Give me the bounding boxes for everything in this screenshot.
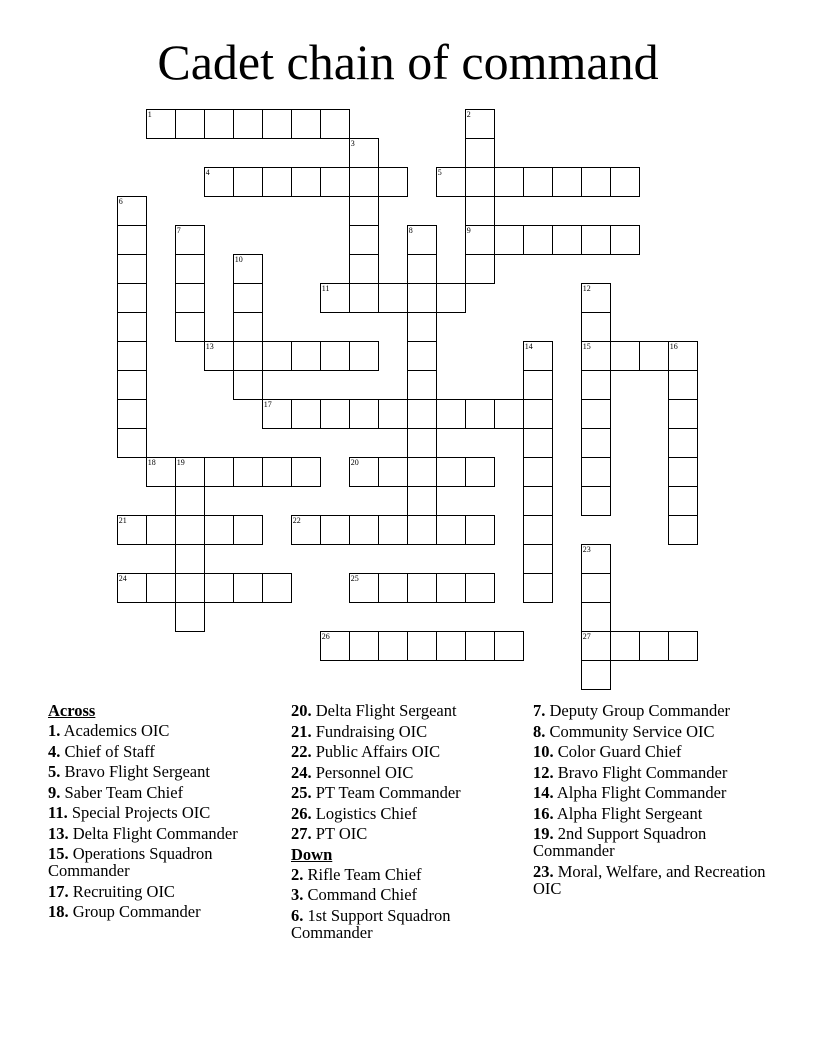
grid-cell[interactable] bbox=[378, 515, 408, 545]
clue-number: 12 bbox=[582, 284, 591, 294]
grid-cell[interactable] bbox=[378, 457, 408, 487]
grid-cell[interactable] bbox=[494, 631, 524, 661]
grid-cell[interactable] bbox=[262, 167, 292, 197]
grid-cell[interactable] bbox=[233, 283, 263, 313]
grid-cell[interactable] bbox=[233, 515, 263, 545]
grid-cell[interactable] bbox=[639, 341, 669, 371]
grid-cell[interactable] bbox=[320, 167, 350, 197]
grid-cell[interactable] bbox=[262, 109, 292, 139]
grid-cell[interactable] bbox=[610, 341, 640, 371]
grid-cell[interactable] bbox=[204, 341, 234, 371]
grid-cell[interactable] bbox=[349, 225, 379, 255]
clue-number: 3 bbox=[350, 139, 355, 149]
clue-across-21: 21. Fundraising OIC bbox=[291, 721, 428, 741]
grid-cell[interactable] bbox=[349, 457, 379, 487]
grid-cell[interactable] bbox=[291, 167, 321, 197]
clue-across-25: 25. PT Team Commander bbox=[291, 783, 461, 802]
grid-cell[interactable] bbox=[349, 167, 379, 197]
grid-cell[interactable] bbox=[233, 312, 263, 342]
clue-number: 26 bbox=[321, 632, 330, 642]
grid-cell[interactable] bbox=[436, 167, 466, 197]
grid-cell[interactable] bbox=[668, 341, 698, 371]
grid-cell[interactable] bbox=[407, 486, 437, 516]
grid-cell[interactable] bbox=[610, 167, 640, 197]
grid-cell[interactable] bbox=[117, 399, 147, 429]
grid-cell[interactable] bbox=[291, 515, 321, 545]
grid-cell[interactable] bbox=[175, 573, 205, 603]
clue-number: 27 bbox=[582, 632, 591, 642]
grid-cell[interactable] bbox=[117, 196, 147, 226]
grid-cell[interactable] bbox=[465, 631, 495, 661]
clue-column-3 bbox=[533, 702, 773, 900]
grid-cell[interactable] bbox=[668, 428, 698, 458]
grid-cell[interactable] bbox=[668, 515, 698, 545]
clue-number: 21 bbox=[118, 516, 127, 526]
grid-cell[interactable] bbox=[465, 515, 495, 545]
grid-cell[interactable] bbox=[204, 573, 234, 603]
grid-cell[interactable] bbox=[378, 167, 408, 197]
clue-number: 18 bbox=[147, 458, 156, 468]
clue-number: 8 bbox=[408, 226, 413, 236]
clue-across-9: 9. Saber Team Chief bbox=[48, 782, 184, 802]
clue-number: 17 bbox=[263, 400, 272, 410]
clue-number: 2 bbox=[466, 110, 471, 120]
clue-column-2 bbox=[291, 702, 526, 944]
grid-cell[interactable] bbox=[581, 602, 611, 632]
grid-cell[interactable] bbox=[407, 515, 437, 545]
grid-cell[interactable] bbox=[465, 138, 495, 168]
grid-cell[interactable] bbox=[175, 544, 205, 574]
grid-cell[interactable] bbox=[523, 225, 553, 255]
clue-across-1: 1. Academics OIC bbox=[48, 721, 170, 740]
clue-number: 1 bbox=[147, 110, 152, 120]
grid-cell[interactable] bbox=[320, 399, 350, 429]
grid-cell[interactable] bbox=[407, 225, 437, 255]
clue-across-20: 20. Delta Flight Sergeant bbox=[291, 701, 457, 720]
across-header: Across bbox=[48, 701, 96, 720]
grid-cell[interactable] bbox=[465, 573, 495, 603]
clue-across-15: 15. Operations Squadron Commander bbox=[48, 844, 213, 880]
grid-cell[interactable] bbox=[349, 515, 379, 545]
grid-cell[interactable] bbox=[378, 283, 408, 313]
clue-number: 19 bbox=[176, 458, 185, 468]
clue-number: 23 bbox=[582, 545, 591, 555]
grid-cell[interactable] bbox=[175, 312, 205, 342]
grid-cell[interactable] bbox=[378, 573, 408, 603]
grid-cell[interactable] bbox=[465, 254, 495, 284]
grid-cell[interactable] bbox=[581, 283, 611, 313]
grid-cell[interactable] bbox=[523, 167, 553, 197]
clue-number: 25 bbox=[350, 574, 359, 584]
grid-cell[interactable] bbox=[117, 312, 147, 342]
clue-number: 16 bbox=[669, 342, 678, 352]
grid-cell[interactable] bbox=[204, 109, 234, 139]
grid-cell[interactable] bbox=[407, 341, 437, 371]
grid-cell[interactable] bbox=[233, 573, 263, 603]
grid-cell[interactable] bbox=[436, 573, 466, 603]
grid-cell[interactable] bbox=[436, 399, 466, 429]
grid-cell[interactable] bbox=[407, 457, 437, 487]
grid-cell[interactable] bbox=[320, 109, 350, 139]
grid-cell[interactable] bbox=[117, 515, 147, 545]
clue-across-18: 18. Group Commander bbox=[48, 902, 201, 921]
puzzle-title: Cadet chain of command bbox=[157, 34, 659, 90]
grid-cell[interactable] bbox=[146, 573, 176, 603]
grid-cell[interactable] bbox=[465, 399, 495, 429]
grid-cell[interactable] bbox=[494, 167, 524, 197]
clue-down-14: 14. Alpha Flight Commander bbox=[533, 783, 727, 802]
grid-cell[interactable] bbox=[233, 341, 263, 371]
grid-cell[interactable] bbox=[320, 515, 350, 545]
clue-down-23: 23. Moral, Welfare, and Recreation OIC bbox=[533, 861, 766, 898]
grid-cell[interactable] bbox=[262, 573, 292, 603]
grid-cell[interactable] bbox=[581, 341, 611, 371]
clue-down-7: 7. Deputy Group Commander bbox=[533, 701, 731, 720]
clue-number: 9 bbox=[466, 226, 471, 236]
grid-cell[interactable] bbox=[581, 573, 611, 603]
grid-cell[interactable] bbox=[436, 457, 466, 487]
grid-cell[interactable] bbox=[668, 399, 698, 429]
grid-cell[interactable] bbox=[146, 109, 176, 139]
grid-cell[interactable] bbox=[465, 225, 495, 255]
grid-cell[interactable] bbox=[233, 167, 263, 197]
grid-cell[interactable] bbox=[581, 457, 611, 487]
grid-cell[interactable] bbox=[320, 631, 350, 661]
grid-cell[interactable] bbox=[465, 109, 495, 139]
clue-number: 13 bbox=[205, 342, 214, 352]
grid-cell[interactable] bbox=[581, 225, 611, 255]
grid-cell[interactable] bbox=[117, 254, 147, 284]
grid-cell[interactable] bbox=[407, 573, 437, 603]
grid-cell[interactable] bbox=[175, 486, 205, 516]
clue-number: 11 bbox=[321, 284, 330, 294]
grid-cell[interactable] bbox=[668, 457, 698, 487]
grid-cell[interactable] bbox=[465, 457, 495, 487]
clue-across-5: 5. Bravo Flight Sergeant bbox=[48, 762, 210, 781]
grid-cell[interactable] bbox=[668, 370, 698, 400]
grid-cell[interactable] bbox=[233, 254, 263, 284]
grid-cell[interactable] bbox=[436, 631, 466, 661]
clue-down-12: 12. Bravo Flight Commander bbox=[533, 762, 728, 782]
clue-across-17: 17. Recruiting OIC bbox=[48, 881, 175, 901]
grid-cell[interactable] bbox=[262, 399, 292, 429]
grid-cell[interactable] bbox=[436, 283, 466, 313]
grid-cell[interactable] bbox=[552, 167, 582, 197]
clue-across-11: 11. Special Projects OIC bbox=[48, 803, 211, 822]
grid-cell[interactable] bbox=[204, 167, 234, 197]
grid-cell[interactable] bbox=[523, 457, 553, 487]
clue-number: 22 bbox=[292, 516, 301, 526]
grid-cell[interactable] bbox=[175, 109, 205, 139]
clue-down-16: 16. Alpha Flight Sergeant bbox=[533, 803, 703, 823]
clue-across-24: 24. Personnel OIC bbox=[291, 762, 414, 782]
grid-cell[interactable] bbox=[523, 486, 553, 516]
grid-cell[interactable] bbox=[291, 457, 321, 487]
grid-cell[interactable] bbox=[349, 341, 379, 371]
grid-cell[interactable] bbox=[175, 225, 205, 255]
clue-number: 24 bbox=[118, 574, 127, 584]
grid-cell[interactable] bbox=[117, 225, 147, 255]
grid-cell[interactable] bbox=[668, 631, 698, 661]
clue-number: 20 bbox=[350, 458, 359, 468]
grid-cell[interactable] bbox=[581, 370, 611, 400]
grid-cell[interactable] bbox=[146, 515, 176, 545]
clue-number: 7 bbox=[176, 226, 181, 236]
grid-cell[interactable] bbox=[349, 254, 379, 284]
clue-across-26: 26. Logistics Chief bbox=[291, 803, 418, 823]
grid-cell[interactable] bbox=[349, 283, 379, 313]
grid-cell[interactable] bbox=[552, 225, 582, 255]
grid-cell[interactable] bbox=[610, 631, 640, 661]
grid-cell[interactable] bbox=[117, 283, 147, 313]
grid-cell[interactable] bbox=[320, 341, 350, 371]
grid-cell[interactable] bbox=[523, 573, 553, 603]
clue-across-13: 13. Delta Flight Commander bbox=[48, 823, 238, 843]
grid-cell[interactable] bbox=[465, 167, 495, 197]
clue-down-10: 10. Color Guard Chief bbox=[533, 742, 682, 761]
grid-cell[interactable] bbox=[349, 196, 379, 226]
grid-cell[interactable] bbox=[378, 399, 408, 429]
grid-cell[interactable] bbox=[465, 196, 495, 226]
grid-cell[interactable] bbox=[523, 544, 553, 574]
grid-cell[interactable] bbox=[349, 138, 379, 168]
grid-cell[interactable] bbox=[262, 457, 292, 487]
clue-across-27: 27. PT OIC bbox=[291, 824, 368, 843]
grid-cell[interactable] bbox=[349, 399, 379, 429]
grid-cell[interactable] bbox=[581, 399, 611, 429]
grid-cell[interactable] bbox=[291, 399, 321, 429]
clue-across-4: 4. Chief of Staff bbox=[48, 741, 155, 761]
grid-cell[interactable] bbox=[204, 515, 234, 545]
grid-cell[interactable] bbox=[349, 573, 379, 603]
grid-cell[interactable] bbox=[581, 660, 611, 690]
grid-cell[interactable] bbox=[117, 573, 147, 603]
clue-number: 10 bbox=[234, 255, 243, 265]
clue-number: 6 bbox=[118, 197, 123, 207]
grid-cell[interactable] bbox=[175, 515, 205, 545]
grid-cell[interactable] bbox=[523, 341, 553, 371]
grid-cell[interactable] bbox=[349, 631, 379, 661]
grid-cell[interactable] bbox=[581, 544, 611, 574]
grid-cell[interactable] bbox=[436, 515, 466, 545]
clue-number: 4 bbox=[205, 168, 210, 178]
clue-across-22: 22. Public Affairs OIC bbox=[291, 742, 441, 761]
clue-number: 15 bbox=[582, 342, 591, 352]
grid-cell[interactable] bbox=[320, 283, 350, 313]
grid-cell[interactable] bbox=[523, 370, 553, 400]
grid-cell[interactable] bbox=[175, 457, 205, 487]
crossword-grid bbox=[117, 110, 717, 710]
grid-cell[interactable] bbox=[610, 225, 640, 255]
grid-cell[interactable] bbox=[407, 428, 437, 458]
grid-cell[interactable] bbox=[291, 341, 321, 371]
grid-cell[interactable] bbox=[581, 312, 611, 342]
grid-cell[interactable] bbox=[407, 254, 437, 284]
clue-down-8: 8. Community Service OIC bbox=[533, 721, 715, 741]
grid-cell[interactable] bbox=[146, 457, 176, 487]
grid-cell[interactable] bbox=[523, 428, 553, 458]
clue-column-1 bbox=[48, 702, 283, 924]
clue-down-6: 6. 1st Support Squadron Commander bbox=[291, 905, 451, 942]
grid-cell[interactable] bbox=[117, 370, 147, 400]
grid-cell[interactable] bbox=[117, 428, 147, 458]
grid-cell[interactable] bbox=[407, 399, 437, 429]
grid-cell[interactable] bbox=[233, 370, 263, 400]
grid-cell[interactable] bbox=[523, 399, 553, 429]
grid-cell[interactable] bbox=[175, 283, 205, 313]
grid-cell[interactable] bbox=[378, 631, 408, 661]
grid-cell[interactable] bbox=[262, 341, 292, 371]
grid-cell[interactable] bbox=[117, 341, 147, 371]
clue-number: 14 bbox=[524, 342, 533, 352]
clue-down-2: 2. Rifle Team Chief bbox=[291, 864, 422, 884]
grid-cell[interactable] bbox=[494, 399, 524, 429]
grid-cell[interactable] bbox=[407, 370, 437, 400]
clue-down-3: 3. Command Chief bbox=[291, 885, 418, 904]
grid-cell[interactable] bbox=[581, 631, 611, 661]
grid-cell[interactable] bbox=[204, 457, 234, 487]
clue-down-19: 19. 2nd Support Squadron Commander bbox=[533, 824, 707, 860]
grid-cell[interactable] bbox=[639, 631, 669, 661]
down-header: Down bbox=[291, 844, 333, 864]
grid-cell[interactable] bbox=[494, 225, 524, 255]
grid-cell[interactable] bbox=[175, 254, 205, 284]
grid-cell[interactable] bbox=[175, 602, 205, 632]
grid-cell[interactable] bbox=[581, 486, 611, 516]
grid-cell[interactable] bbox=[407, 312, 437, 342]
grid-cell[interactable] bbox=[668, 486, 698, 516]
grid-cell[interactable] bbox=[581, 428, 611, 458]
clue-number: 5 bbox=[437, 168, 442, 178]
grid-cell[interactable] bbox=[581, 167, 611, 197]
grid-cell[interactable] bbox=[407, 631, 437, 661]
grid-cell[interactable] bbox=[523, 515, 553, 545]
grid-cell[interactable] bbox=[233, 457, 263, 487]
grid-cell[interactable] bbox=[407, 283, 437, 313]
grid-cell[interactable] bbox=[233, 109, 263, 139]
grid-cell[interactable] bbox=[291, 109, 321, 139]
